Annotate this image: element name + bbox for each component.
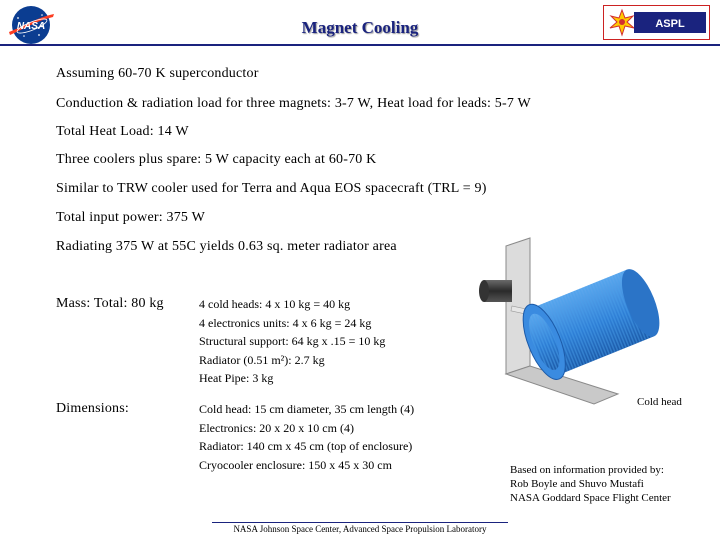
dimensions-item: Cold head: 15 cm diameter, 35 cm length (4) — [199, 402, 415, 416]
mass-item: Radiator (0.51 m²): 2.7 kg — [199, 352, 325, 367]
aspl-logo — [603, 5, 710, 40]
bullet-heat-loads: Conduction & radiation load for three magnets: 3-7 W, Heat load for leads: 5-7 W — [56, 96, 531, 111]
aspl-logo-text: ASPL — [655, 18, 685, 30]
mass-item: 4 electronics units: 4 x 6 kg = 24 kg — [199, 315, 372, 330]
bullet-total-heat-load: Total Heat Load: 14 W — [56, 124, 189, 139]
credit-line: Based on information provided by: — [510, 464, 664, 476]
bullet-radiator: Radiating 375 W at 55C yields 0.63 sq. meter radiator area — [56, 239, 397, 254]
bullet-coolers: Three coolers plus spare: 5 W capacity each at 60-70 K — [56, 152, 377, 167]
credit-line: Rob Boyle and Shuvo Mustafi — [510, 478, 644, 490]
footer-text: NASA Johnson Space Center, Advanced Space Propulsion Laboratory — [233, 524, 487, 534]
bullet-input-power: Total input power: 375 W — [56, 210, 205, 225]
cryocooler-illustration — [478, 234, 660, 414]
footer-rule — [212, 522, 508, 523]
aspl-logo-graphic — [604, 6, 709, 39]
mass-list — [199, 295, 385, 388]
mass-item: Structural support: 64 kg x .15 = 10 kg — [199, 334, 386, 349]
nasa-logo-text: NASA — [16, 21, 46, 32]
page-title: Magnet Cooling — [301, 18, 419, 37]
dimensions-list — [199, 400, 414, 474]
title-rule — [0, 44, 720, 46]
bullet-trw-cooler: Similar to TRW cooler used for Terra and Aqua EOS spacecraft (TRL = 9) — [56, 181, 487, 196]
dimensions-label: Dimensions: — [56, 401, 129, 416]
mass-label: Mass: Total: 80 kg — [56, 296, 164, 311]
mass-item: Heat Pipe: 3 kg — [199, 371, 274, 386]
dimensions-item: Radiator: 140 cm x 45 cm (top of enclosure) — [199, 439, 413, 454]
cold-head-caption: Cold head — [637, 396, 682, 408]
dimensions-item: Electronics: 20 x 20 x 10 cm (4) — [199, 420, 354, 435]
dimensions-item: Cryocooler enclosure: 150 x 45 x 30 cm — [199, 457, 392, 472]
bullet-superconductor: Assuming 60-70 K superconductor — [56, 66, 259, 81]
mass-item: 4 cold heads: 4 x 10 kg = 40 kg — [199, 297, 351, 311]
credit-line: NASA Goddard Space Flight Center — [510, 492, 671, 504]
figure-credit — [510, 463, 671, 505]
